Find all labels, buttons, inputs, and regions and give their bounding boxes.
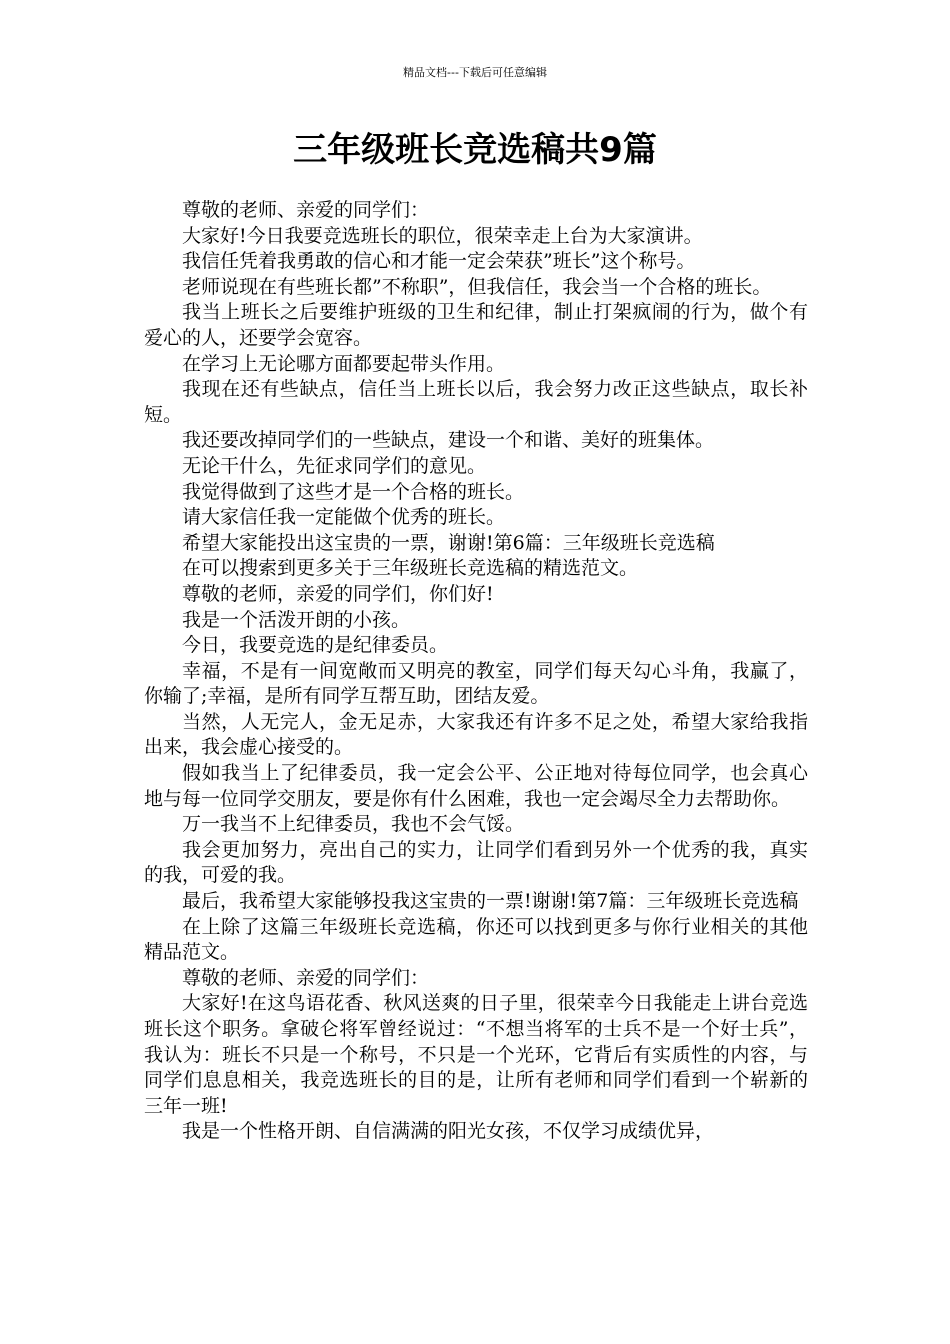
- paragraph: 大家好!今日我要竞选班长的职位，很荣幸走上台为大家演讲。: [182, 224, 703, 247]
- paragraph: 尊敬的老师、亲爱的同学们：: [182, 199, 430, 221]
- paragraph: 我现在还有些缺点，信任当上班长以后，我会努力改正这些缺点，取长补短。: [144, 378, 808, 426]
- paragraph: 假如我当上了纪律委员，我一定会公平、公正地对待每位同学，也会真心地与每一位同学交朋友，要是你有什么困难，我也一定会竭尽全力去帮助你。: [144, 762, 808, 810]
- paragraph: 希望大家能投出这宝贵的一票，谢谢!第6篇：三年级班长竞选稿: [182, 531, 715, 554]
- paragraph: 我觉得做到了这些才是一个合格的班长。: [182, 480, 525, 503]
- paragraph: 今日，我要竞选的是纪律委员。: [182, 634, 449, 657]
- paragraph: 无论干什么，先征求同学们的意见。: [182, 454, 487, 477]
- paragraph: 万一我当不上纪律委员，我也不会气馁。: [182, 813, 525, 836]
- paragraph: 最后，我希望大家能够投我这宝贵的一票!谢谢!第7篇：三年级班长竞选稿: [182, 890, 799, 913]
- paragraph: 我会更加努力，亮出自己的实力，让同学们看到另外一个优秀的我，真实的我，可爱的我。: [144, 838, 808, 887]
- paragraph: 尊敬的老师，亲爱的同学们，你们好!: [182, 582, 494, 605]
- header-note: 精品文档---下载后可任意编辑: [403, 66, 547, 79]
- paragraph: 我当上班长之后要维护班级的卫生和纪律，制止打架疯闹的行为，做个有爱心的人，还要学会宽容。: [144, 301, 808, 349]
- paragraph: 我是一个活泼开朗的小孩。: [182, 608, 411, 631]
- paragraph: 老师说现在有些班长都”不称职”，但我信任，我会当一个合格的班长。: [182, 275, 772, 298]
- paragraph: 我信任凭着我勇敢的信心和才能一定会荣获”班长”这个称号。: [182, 250, 696, 273]
- paragraph: 请大家信任我一定能做个优秀的班长。: [182, 506, 506, 529]
- document-title: 三年级班长竞选稿共9篇: [293, 130, 657, 170]
- paragraph: 在学习上无论哪方面都要起带头作用。: [182, 352, 506, 375]
- paragraph: 当然，人无完人，金无足赤，大家我还有许多不足之处，希望大家给我指出来，我会虚心接受的。: [144, 710, 808, 759]
- paragraph: 幸福，不是有一间宽敞而又明亮的教室，同学们每天勾心斗角，我赢了，你输了;幸福，是所有同学互帮互助，团结友爱。: [144, 659, 808, 708]
- paragraph: 我还要改掉同学们的一些缺点，建设一个和谐、美好的班集体。: [182, 429, 715, 452]
- paragraph: 大家好!在这鸟语花香、秋风送爽的日子里，很荣幸今日我能走上讲台竞选班长这个职务。拿破仑将军曾经说过：“不想当将军的士兵不是一个好士兵”，我认为：班长不只是一个称号，不只是一个光环，它背后有实质性的内容，与同学们息息相关，我竞选班长的目的是，让所有老师和同学们看到一个崭新的三年一班!: [144, 992, 808, 1117]
- paragraph: 尊敬的老师、亲爱的同学们：: [182, 966, 430, 989]
- document-body: [144, 198, 808, 1145]
- paragraph: 在可以搜索到更多关于三年级班长竞选稿的精选范文。: [182, 557, 639, 580]
- paragraph: 我是一个性格开朗、自信满满的阳光女孩，不仅学习成绩优异，: [182, 1120, 715, 1143]
- paragraph: 在上除了这篇三年级班长竞选稿，你还可以找到更多与你行业相关的其他精品范文。: [144, 915, 808, 964]
